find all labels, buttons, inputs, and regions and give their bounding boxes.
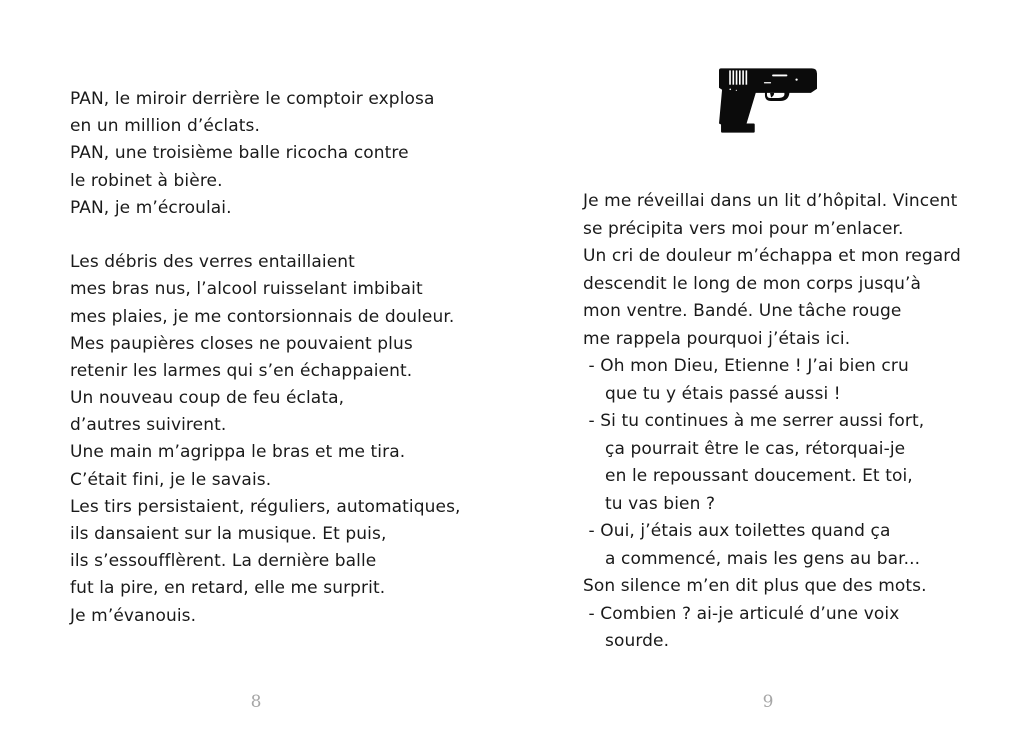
text-line: Mes paupières closes ne pouvaient plus xyxy=(70,333,413,354)
text-line: C’était fini, je le savais. xyxy=(70,469,272,490)
dialogue-line: que tu y étais passé aussi ! xyxy=(583,383,841,404)
handgun-icon-svg xyxy=(719,67,817,133)
text-line: PAN, le miroir derrière le comptoir explosa xyxy=(70,89,435,109)
text-line: Je m’évanouis. xyxy=(70,605,197,626)
dialogue-line: a commencé, mais les gens au bar... xyxy=(583,548,921,569)
text-line: Une main m’agrippa le bras et me tira. xyxy=(70,442,406,463)
text-line: Son silence m’en dit plus que des mots. xyxy=(583,576,927,596)
dialogue-line: - Oh mon Dieu, Etienne ! J’ai bien cru xyxy=(583,356,909,376)
text-line: PAN, je m’écroulai. xyxy=(70,197,232,218)
dialogue-line: en le repoussant doucement. Et toi, xyxy=(583,466,913,486)
page-number-right: 9 xyxy=(762,692,774,712)
left-page-text xyxy=(70,86,540,630)
text-line: Un nouveau coup de feu éclata, xyxy=(70,388,345,409)
text-line: ils s’essoufflèrent. La dernière balle xyxy=(70,551,377,572)
dialogue-line: - Combien ? ai-je articulé d’une voix xyxy=(583,603,900,624)
dialogue-line: tu vas bien ? xyxy=(583,493,716,514)
page-number-left: 8 xyxy=(250,692,262,712)
text-line: mes bras nus, l’alcool ruisselant imbibait xyxy=(70,279,423,300)
handgun-icon xyxy=(719,67,817,133)
text-line: PAN, une troisième balle ricocha contre xyxy=(70,143,409,164)
text-line: le robinet à bière. xyxy=(70,170,223,191)
text-line: d’autres suivirent. xyxy=(70,415,227,436)
text-line: Les tirs persistaient, réguliers, automatiques, xyxy=(70,496,461,517)
text-line: ils dansaient sur la musique. Et puis, xyxy=(70,524,387,544)
dialogue-line: - Oui, j’étais aux toilettes quand ça xyxy=(583,521,891,541)
text-line: Les débris des verres entaillaient xyxy=(70,252,355,273)
text-line: Un cri de douleur m’échappa et mon regard xyxy=(583,246,961,266)
text-line: retenir les larmes qui s’en échappaient. xyxy=(70,360,413,381)
text-line: fut la pire, en retard, elle me surprit. xyxy=(70,578,386,599)
text-line: se précipita vers moi pour m’enlacer. xyxy=(583,218,904,239)
text-line-blank xyxy=(70,222,540,249)
dialogue-line: sourde. xyxy=(583,631,670,651)
text-line: me rappela pourquoi j’étais ici. xyxy=(583,328,851,349)
dialogue-line: - Si tu continues à me serrer aussi fort, xyxy=(583,411,925,431)
text-line: descendit le long de mon corps jusqu’à xyxy=(583,273,922,294)
text-line: en un million d’éclats. xyxy=(70,116,260,137)
right-page-text xyxy=(583,188,1003,656)
text-line: mon ventre. Bandé. Une tâche rouge xyxy=(583,301,902,321)
dialogue-line: ça pourrait être le cas, rétorquai-je xyxy=(583,438,906,459)
text-line: mes plaies, je me contorsionnais de douleur. xyxy=(70,306,455,327)
text-line: Je me réveillai dans un lit d’hôpital. Vincent xyxy=(583,191,958,211)
